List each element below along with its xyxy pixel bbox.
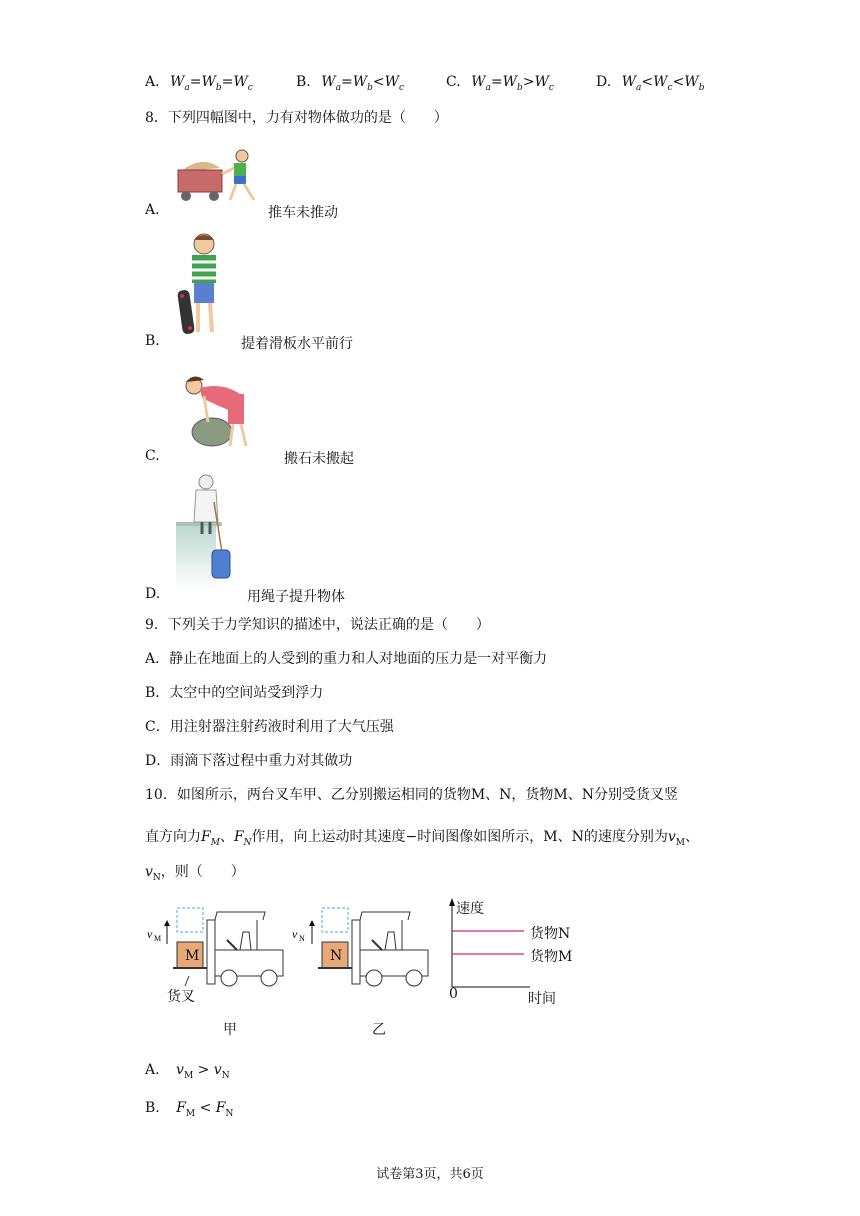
svg-text:v: v [147,927,153,941]
q10-stem-line2: 直方向力$F_M$、$F_N$作用，向上运动时其速度−时间图像如图所示，M、N的速度分别为$v_M$、 [145,829,699,848]
q8-option-d-caption: 用绳子提升物体 [247,589,345,605]
svg-text:M: M [154,934,162,943]
forklift-yi-figure [290,900,435,1010]
q10-stem-line1: 10．如图所示，两台叉车甲、乙分别搬运相同的货物M、N，货物M、N分别受货叉竖 [145,787,678,803]
series-m-label: 货物M [530,949,573,965]
q9-option-b: B．太空中的空间站受到浮力 [145,685,324,701]
q7-option-c: C. $W_a=W_b>W_c$ [446,74,554,93]
q8-option-a-caption: 推车未推动 [268,205,338,221]
q8-option-c-label: C. [145,448,160,464]
svg-text:N: N [299,934,305,943]
graph-xlabel: 时间 [528,991,556,1007]
q7-option-d: D. $W_a<W_c<W_b$ [596,74,705,93]
series-n-label: 货物N [530,926,571,942]
cargo-m-label: M [185,948,200,964]
q8-option-c-caption: 搬石未搬起 [284,451,354,467]
svg-text:v: v [292,927,298,941]
q10-option-b: B. $F_M < F_N$ [145,1100,234,1119]
q10-stem-line3: $v_N$，则（ ） [145,864,245,883]
q7-option-a: A. $W_a=W_b=W_c$ [145,74,253,93]
forklift-yi-caption: 乙 [372,1022,386,1038]
graph-origin: 0 [449,986,458,1002]
girl-lifting-stone-icon [178,370,262,452]
cargo-n-label: N [330,948,343,964]
q10-option-a: A. $v_M > v_N$ [145,1062,230,1081]
q9-option-a: A．静止在地面上的人受到的重力和人对地面的压力是一对平衡力 [145,651,548,667]
q9-option-c: C．用注射器注射药液时利用了大气压强 [145,719,394,735]
graph-ylabel: 速度 [456,901,484,917]
q9-option-d: D．雨滴下落过程中重力对其做功 [145,753,353,769]
q9-stem: 9．下列关于力学知识的描述中，说法正确的是（ ） [145,617,490,633]
q8-option-b-label: B. [145,333,160,349]
page-footer: 试卷第3页，共6页 [376,1167,484,1182]
q8-option-d-label: D. [145,586,161,602]
q8-stem: 8．下列四幅图中，力有对物体做功的是（ ） [145,110,448,126]
fork-label: 货叉 [167,989,195,1005]
boy-pushing-cart-icon [172,146,264,208]
q7-option-b: B. $W_a=W_b<W_c$ [296,74,405,93]
q8-option-b-caption: 提着滑板水平前行 [241,336,353,352]
forklift-jia-caption: 甲 [223,1022,237,1038]
boy-carrying-skateboard-icon [176,230,232,344]
q8-option-a-label: A. [145,202,160,218]
man-lifting-bucket-rope-icon [176,472,240,590]
